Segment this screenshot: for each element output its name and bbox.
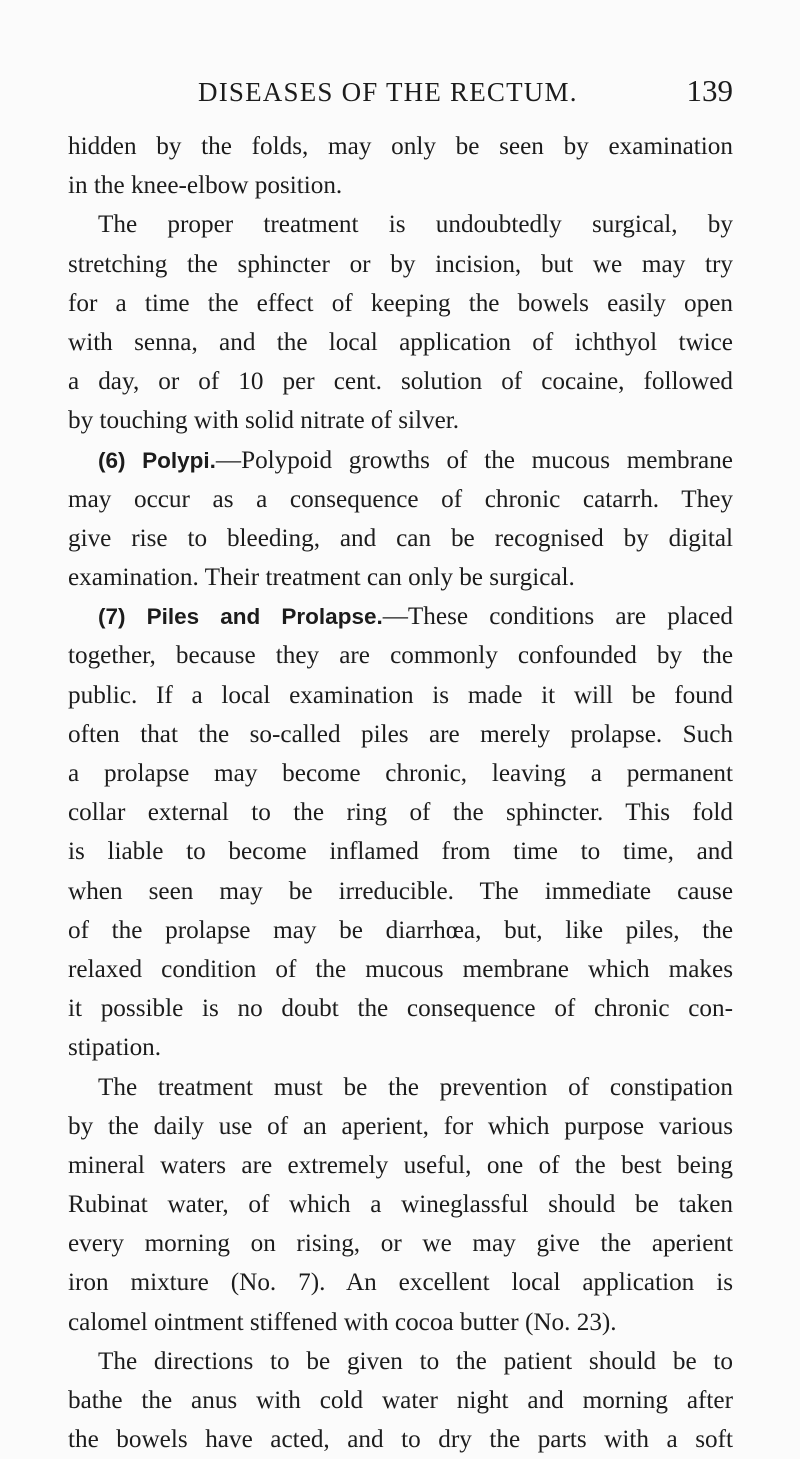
text-line: Rubinat water, of which a wineglassful should be taken: [68, 1191, 733, 1219]
text-line: in the knee-elbow position.: [68, 172, 343, 200]
text-line: [68, 597, 733, 636]
text-line: it possible is no doubt the consequence of chronic con-: [68, 995, 733, 1023]
text-line: bathe the anus with cold water night and morning after: [68, 1387, 733, 1414]
page-number: 139: [686, 73, 733, 108]
section-lead-text: —Polypoid growths of the mucous membrane: [215, 446, 733, 474]
text-line: may occur as a consequence of chronic catarrh. They: [68, 485, 733, 513]
text-line: The proper treatment is undoubtedly surgical, by: [98, 211, 733, 239]
text-line: stipation.: [68, 1034, 162, 1062]
text-line: hidden by the folds, may only be seen by examination: [68, 133, 733, 160]
text-line: calomel ointment stiffened with cocoa butter (No. 23).: [68, 1308, 617, 1336]
text-line: the bowels have acted, and to dry the parts with a soft: [68, 1426, 733, 1454]
text-line: by touching with solid nitrate of silver.: [68, 407, 460, 435]
text-line: The directions to be given to the patient should be to: [98, 1347, 733, 1375]
text-line: often that the so-called piles are merely prolapse. Such: [68, 720, 733, 748]
text-line: collar external to the ring of the sphincter. This fold: [68, 799, 733, 827]
section-heading-piles-prolapse: (7) Piles and Prolapse.: [98, 604, 383, 630]
text-line: by the daily use of an aperient, for which purpose various: [68, 1112, 733, 1140]
text-line: is liable to become inflamed from time to time, and: [68, 838, 733, 866]
text-line: [68, 441, 733, 480]
text-line: The treatment must be the prevention of constipation: [98, 1073, 733, 1101]
text-line: stretching the sphincter or by incision, but we may try: [68, 250, 733, 278]
text-line: together, because they are commonly confounded by the: [68, 642, 733, 670]
text-line: examination. Their treatment can only be surgical.: [68, 564, 575, 592]
running-title: DISEASES OF THE RECTUM.: [198, 77, 578, 107]
text-line: a day, or of 10 per cent. solution of cocaine, followed: [68, 368, 733, 396]
body-text: [68, 127, 733, 1459]
text-line: for a time the effect of keeping the bowels easily open: [68, 289, 733, 317]
text-line: iron mixture (No. 7). An excellent local application is: [68, 1269, 733, 1297]
text-line: a prolapse may become chronic, leaving a permanent: [68, 760, 733, 787]
text-line: public. If a local examination is made it will be found: [68, 681, 733, 709]
running-head: [68, 73, 733, 113]
text-line: every morning on rising, or we may give the aperient: [68, 1230, 733, 1258]
text-line: when seen may be irreducible. The immediate cause: [68, 877, 733, 905]
text-line: of the prolapse may be diarrhœa, but, like piles, the: [68, 916, 733, 944]
section-lead-text: —These conditions are placed: [382, 603, 733, 631]
text-line: mineral waters are extremely useful, one of the best being: [68, 1151, 733, 1179]
section-heading-polypi: (6) Polypi.: [98, 447, 216, 473]
text-line: give rise to bleeding, and can be recognised by digital: [68, 524, 733, 552]
text-line: with senna, and the local application of ichthyol twice: [68, 328, 733, 356]
text-line: relaxed condition of the mucous membrane which makes: [68, 955, 733, 983]
